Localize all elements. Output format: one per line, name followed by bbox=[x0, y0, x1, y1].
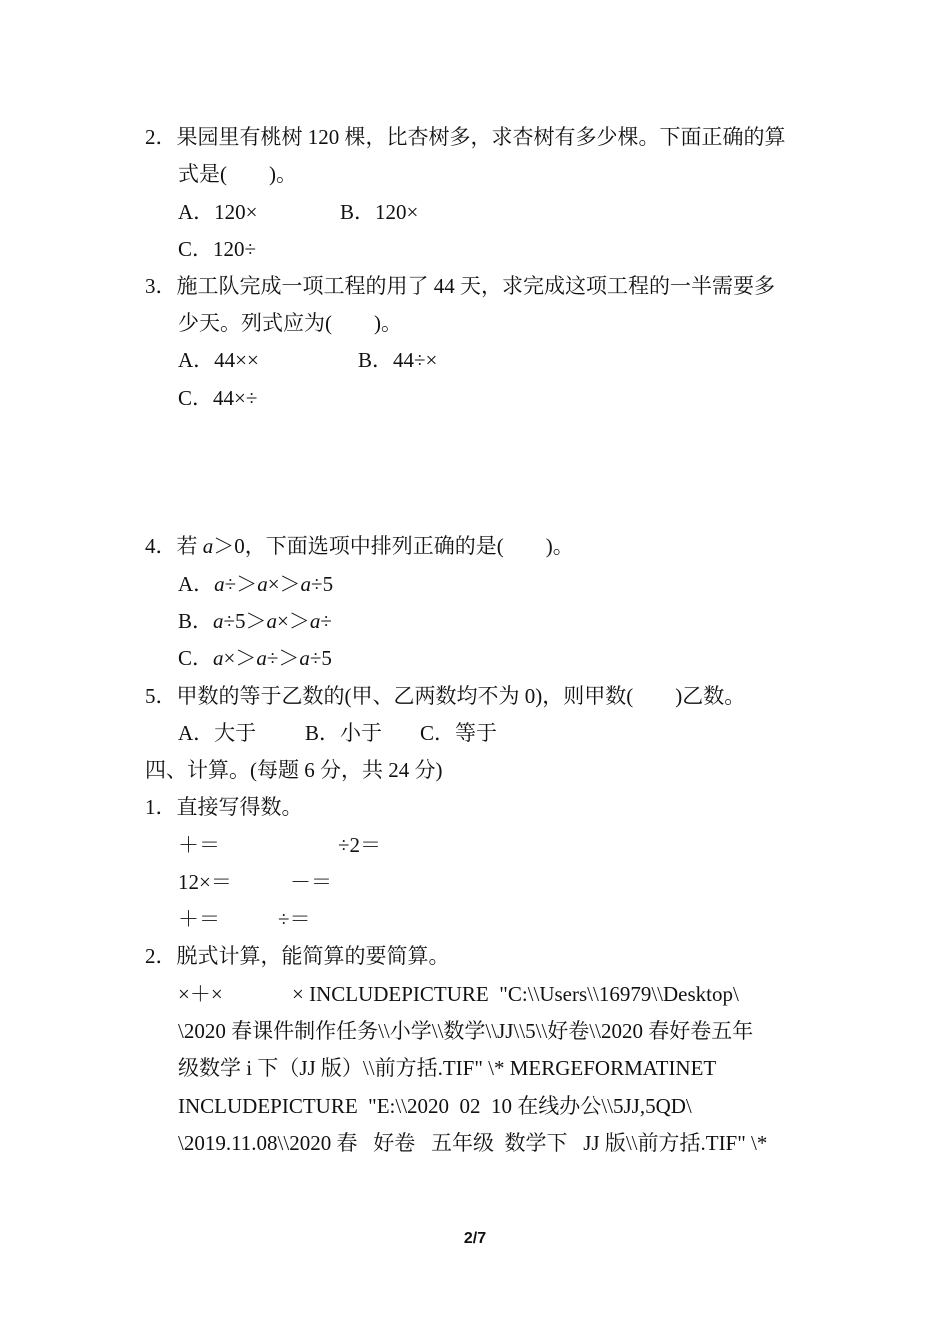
text: ÷ bbox=[320, 609, 332, 633]
q3-stem-line1: 3．施工队完成一项工程的用了 44 天，求完成这项工程的一半需要多 bbox=[145, 274, 775, 298]
q2-option-a: A．120× bbox=[178, 200, 258, 224]
q2-stem-line1: 2．果园里有桃树 120 棵，比杏树多，求杏树有多少棵。下面正确的算 bbox=[145, 125, 786, 149]
q4-option-c bbox=[178, 645, 332, 671]
calc-item: －＝ bbox=[290, 870, 332, 894]
q2-option-c: C．120÷ bbox=[178, 237, 257, 261]
calc-item: ÷＝ bbox=[278, 907, 311, 931]
variable-a: a bbox=[300, 572, 312, 596]
variable-a: a bbox=[202, 534, 214, 558]
part-1-title: 1．直接写得数。 bbox=[145, 795, 303, 819]
variable-a: a bbox=[257, 572, 268, 596]
variable-a: a bbox=[309, 609, 321, 633]
q2-option-b: B．120× bbox=[340, 200, 419, 224]
field-code-line: \2020 春课件制作任务\\小学\\数学\\JJ\\5\\好卷\\2020 春好卷五年 bbox=[178, 1019, 754, 1043]
calc-item: ÷2＝ bbox=[338, 833, 382, 857]
variable-a: a bbox=[266, 609, 278, 633]
field-code-line: 级数学 i 下（JJ 版）\\前方括.TIF" \* MERGEFORMATINET bbox=[178, 1056, 717, 1080]
text: C． bbox=[178, 646, 214, 670]
variable-a: a bbox=[213, 609, 224, 633]
variable-a: a bbox=[299, 646, 310, 670]
text: A． bbox=[178, 572, 215, 596]
q5-option-c: C．等于 bbox=[420, 721, 498, 745]
text: ÷＞ bbox=[224, 572, 258, 596]
field-code-line: × INCLUDEPICTURE "C:\\Users\\16979\\Desktop\ bbox=[292, 982, 739, 1006]
field-code-line: INCLUDEPICTURE "E:\\2020 02 10 在线办公\\5JJ,5QD\ bbox=[178, 1094, 692, 1118]
text: ÷＞ bbox=[266, 646, 300, 670]
calc-expression: ×＋× bbox=[178, 982, 223, 1006]
text: ×＞ bbox=[267, 572, 301, 596]
section-4-title: 四、计算。(每题 6 分，共 24 分) bbox=[145, 758, 443, 782]
text: ×＞ bbox=[223, 646, 257, 670]
q4-option-b bbox=[178, 608, 332, 634]
text: ÷5 bbox=[309, 646, 332, 670]
part-2-title: 2．脱式计算，能简算的要简算。 bbox=[145, 944, 450, 968]
text: B． bbox=[178, 609, 214, 633]
q2-stem-line2: 式是( )。 bbox=[178, 162, 297, 186]
field-code-line: \2019.11.08\\2020 春 好卷 五年级 数学下 JJ 版\\前方括.TIF" \* bbox=[178, 1131, 768, 1155]
q3-option-c: C．44×÷ bbox=[178, 386, 258, 410]
variable-a: a bbox=[214, 572, 225, 596]
q4-option-a bbox=[178, 571, 333, 597]
q4-stem bbox=[145, 533, 574, 559]
q5-option-a: A．大于 bbox=[178, 721, 257, 745]
variable-a: a bbox=[213, 646, 224, 670]
q5-option-b: B．小于 bbox=[305, 721, 383, 745]
text: 4．若 bbox=[145, 534, 203, 558]
text: ÷5 bbox=[311, 572, 334, 596]
text: ÷5＞ bbox=[223, 609, 267, 633]
calc-item: ＋＝ bbox=[178, 907, 220, 931]
calc-item: 12×＝ bbox=[178, 870, 232, 894]
page-number: 2/7 bbox=[463, 1230, 487, 1247]
q3-option-b: B．44÷× bbox=[358, 348, 438, 372]
text: ＞0，下面选项中排列正确的是( )。 bbox=[213, 534, 574, 558]
q3-option-a: A．44×× bbox=[178, 348, 259, 372]
variable-a: a bbox=[256, 646, 267, 670]
q5-stem: 5．甲数的等于乙数的(甲、乙两数均不为 0)，则甲数( )乙数。 bbox=[145, 684, 746, 708]
calc-item: ＋＝ bbox=[178, 833, 220, 857]
q3-stem-line2: 少天。列式应为( )。 bbox=[178, 311, 402, 335]
text: ×＞ bbox=[277, 609, 310, 633]
